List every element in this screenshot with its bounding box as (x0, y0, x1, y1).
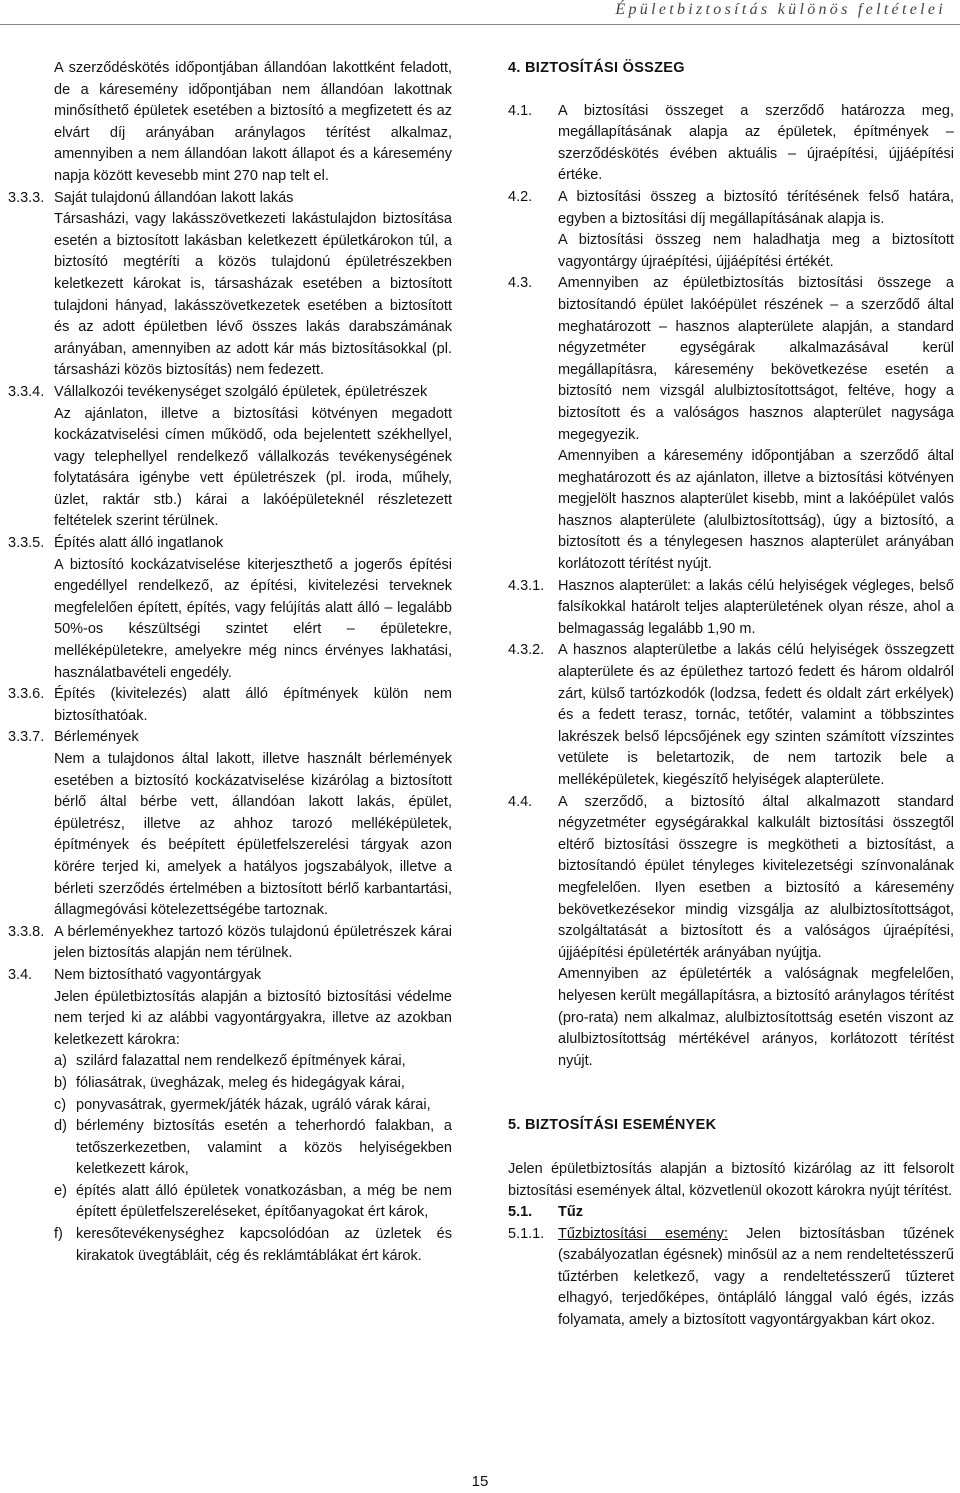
header-title: Épületbiztosítás különös feltételei (615, 1, 946, 18)
page-number: 15 (471, 1473, 489, 1490)
section-title: Nem biztosítható vagyontárgyak (54, 966, 262, 983)
section-4-3-2 (508, 640, 954, 791)
header-rule (0, 24, 960, 25)
section-number: 5.1.1. (508, 1225, 545, 1242)
heading-section-5: 5. BIZTOSÍTÁSI ESEMÉNYEK (508, 1117, 717, 1134)
section-number: 4.3.1. (508, 577, 545, 594)
list-text: bérlemény biztosítás esetén a teherhordó falakban, a tetőszerkezetben, valamint a közös helyiségekben keletkezett károk, (76, 1118, 452, 1178)
section-text: A szerződő, a biztosító által alkalmazott standard négyzetméter egységárakkal kalkulált biztosítási összegtől eltérő biztosítási összegre is megkötheti a biztosítást, a biztosítandó épület tényleges kivitelezetségi színvonalának megfelelően. Ilyen esetben a biztosító a káresemény bekövetkezésekor mindig vizsgálja az alulbiztosítottságot, szolgáltatását a biztosított és a valóságos újraépítési, újjáépítési épületérték arányában nyújtja. (558, 793, 954, 961)
list-marker: d) (54, 1118, 67, 1135)
section-3-3-4 (8, 382, 452, 404)
list-item (8, 1073, 452, 1095)
section-number: 4.3. (508, 275, 533, 292)
list-item (8, 1051, 452, 1073)
section-number: 4.4. (508, 793, 533, 810)
section-4-4 (508, 792, 954, 965)
section-5-1 (508, 1202, 954, 1224)
section-3-3-3 (8, 188, 452, 210)
section-title: Vállalkozói tevékenységet szolgáló épületek, épületrészek (54, 383, 428, 400)
section-4-3 (508, 273, 954, 446)
list-marker: f) (54, 1226, 63, 1243)
section-text-cont: Amennyiben az épületérték a valóságnak megfelelően, helyesen került megállapításra, a biztosító aránylagos térítést (pro-rata) nem alkalmaz, alulbiztosítottság esetén viszont az alulbiztosítottság mértékével arányos, korlátozott térítést nyújt. (558, 966, 954, 1069)
section-number: 4.3.2. (508, 642, 545, 659)
list-marker: e) (54, 1182, 67, 1199)
section-body: Jelen épületbiztosítás alapján a biztosító biztosítási védelme nem terjed ki az alábbi vagyontárgyakra, illetve az azokban keletkezett károkra: (54, 988, 452, 1048)
section-number: 5.1. (508, 1204, 533, 1221)
section-text-cont: A biztosítási összeg nem haladhatja meg a biztosított vagyontárgy újraépítési, újjáépítési értékét. (558, 232, 954, 270)
section-text: A biztosítási összeget a szerződő határozza meg, megállapításának alapja az épületek, építmények – szerződéskötés évében aktuális – újraépítési, újjáépítési értéke. (558, 102, 954, 184)
section-text: Amennyiben az épületbiztosítás biztosítási összege a biztosítandó épület lakóépület részének – a szerződő által meghatározott – hasznos alapterülete alapján, a standard négyzetméter egységárak alkalmazásával kerül megállapításra, káresemény bekövetkezése esetén a biztosító nem vizsgál alulbiztosítottságot, feltéve, hogy a biztosított és a valóságos hasznos alapterület nagysága megegyezik. (558, 275, 954, 443)
section-4-1 (508, 101, 954, 187)
section-title: Tűz (558, 1204, 583, 1221)
list-text: keresőtevékenységhez kapcsolódóan az üzletek és kirakatok üvegtábláit, cég és reklámtáblákat ért károk. (76, 1226, 452, 1264)
section-text: A biztosítási összeg a biztosító térítésének felső határa, egyben a biztosítási díj megállapításának alapja is. (558, 188, 954, 227)
section-body: A biztosító kockázatviselése kiterjeszthető a jogerős építési engedéllyel rendelkező, az építési, kivitelezési terveknek megfelelően épített, építés, vagy felújítás alatt álló – legalább 50%-os készültségi szintet elért – épületekre, melléképületekre, amelyekre még nincs érvényes lakhatási, használatbavételi engedély. (54, 556, 452, 681)
definition-text: Jelen biztosításban tűzének (szabályozatlan égésnek) minősül az a nem rendeltetésszerű tűztérben keletkező, vagy a rendeltetésszerű tűzteret elhagyó, terjedőképes, öntápláló lánggal való égés, izzás folyamata, amely a biztosított vagyontárgyakban kárt okoz. (558, 1225, 954, 1329)
section-number: 3.3.8. (8, 923, 45, 940)
section-number: 3.3.7. (8, 729, 45, 746)
list-text: ponyvasátrak, gyermek/játék házak, ugráló várak kárai, (76, 1096, 431, 1113)
heading-section-4: 4. BIZTOSÍTÁSI ÖSSZEG (508, 60, 685, 76)
list-marker: b) (54, 1074, 67, 1091)
section-3-3-6 (8, 684, 452, 727)
section-4-2 (508, 187, 954, 230)
section-title: Építés (kivitelezés) alatt álló építmények külön nem biztosíthatóak. (54, 686, 452, 724)
section-4-3-1 (508, 576, 954, 641)
section-text: A hasznos alapterületbe a lakás célú helyiségek összegzett alapterülete és az épülethez tartozó fedett és három oldalról zárt, külső tartózkodók (lodzsa, fedett és oldalt zárt erkélyek) és a fedett terasz, tornác, tetőtér, valamint a többszintes lakrészek belső lépcsőjének egy szinten számított vízszintes vetülete is beletartozik, de nem tartozik bele a melléképületek, kiegészítő helyiségek alapterülete. (558, 642, 954, 788)
section-3-3-8 (8, 922, 452, 965)
intro-paragraph: A szerződéskötés időpontjában állandóan lakottként feladott, de a káresemény időpontjában nem állandóan lakottnak minősíthető épületek esetében a biztosító a megfizetett és az elvárt díj arányában aránylagos térítést alkalmaz, amennyiben a nem állandóan lakott állapot és a káresemény napja között kevesebb mint 270 nap telt el. (54, 60, 452, 184)
section-title: Saját tulajdonú állandóan lakott lakás (54, 189, 294, 206)
section-text (558, 1224, 954, 1332)
list-item (8, 1095, 452, 1117)
section-number: 4.2. (508, 188, 533, 205)
section-number: 3.3.5. (8, 535, 45, 552)
section-text-cont: Amennyiben a káresemény időpontjában a szerződő által meghatározott és az ajánlaton, illetve a biztosítási kötvényen megjelölt hasznos alapterület kisebb, mint a lakóépület valós hasznos alapterülete (alulbiztosítottság), úgy a biztosító, a biztosított és a ténylegesen hasznos alapterület arányában korlátozott térítést nyújt. (558, 448, 954, 573)
list-item (8, 1116, 452, 1181)
section-title: Bérlemények (54, 729, 139, 746)
section-title: Építés alatt álló ingatlanok (54, 535, 224, 552)
list-item (8, 1181, 452, 1224)
section-number: 4.1. (508, 102, 533, 119)
section-5-1-1 (508, 1224, 954, 1332)
section-3-4 (8, 965, 452, 987)
left-column (8, 58, 452, 1267)
section-body: Az ajánlaton, illetve a biztosítási kötvényen megadott kockázatviselési címen működő, oda bejelentett székhellyel, vagy telephellyel rendelkező vállalkozás tevékenységének folytatására igénybe vett épületrészek (pl. iroda, műhely, üzlet, raktár stb.) kárai a lakóépületeknél részletezett feltételek szerint térülnek. (54, 405, 452, 530)
list-text: szilárd falazattal nem rendelkező építmények kárai, (76, 1053, 406, 1070)
section-number: 3.3.3. (8, 189, 45, 206)
section-number: 3.3.4. (8, 383, 45, 400)
section-title: A bérleményekhez tartozó közös tulajdonú épületrészek kárai jelen biztosítás alapján nem térülnek. (54, 923, 452, 962)
list-text: fóliasátrak, üvegházak, meleg és hidegágyak kárai, (76, 1074, 405, 1091)
section-text: Hasznos alapterület: a lakás célú helyiségek végleges, belső falsíkokkal határolt teljes alapterületének olyan része, ahol a belmagasság legalább 1,90 m. (558, 577, 954, 637)
section-3-3-7 (8, 727, 452, 749)
section-number: 3.4. (8, 966, 33, 983)
list-marker: c) (54, 1096, 67, 1113)
list-item (8, 1224, 452, 1267)
right-column (508, 58, 954, 1332)
section-body: Nem a tulajdonos által lakott, illetve használt bérlemények esetében a biztosító kockázatviselése kizárólag a biztosított bérlő által bérbe vett, állandóan lakott lakás, épület, épületrész, illetve az ahhoz tarozó melléképületek, építmények és beépített épületfelszerelési tárgyak azon körére terjed ki, amelyek a hatályos jogszabályok, illetve a bérleti szerződés értelmében a biztosított bérlő karbantartási, állagmegóvási kötelezettségébe tartoznak. (54, 751, 452, 919)
list-marker: a) (54, 1053, 67, 1070)
section-body: Társasházi, vagy lakásszövetkezeti lakástulajdon biztosítása esetén a biztosított lakásban keletkezett épületkárokon túl, a biztosító megtéríti a közös tulajdonú épületrészekben keletkezett károkat is, társasházak esetében a biztosított tulajdoni hányad, lakásszövetkezetek esetében a biztosított és az adott épületben lévő összes lakás darabszámának arányában, amennyiben az adott kár más biztosításokkal (pl. társasházi közös biztosítás) nem fedezett. (54, 211, 452, 379)
section-number: 3.3.6. (8, 686, 45, 703)
defined-term: Tűzbiztosítási esemény: (558, 1225, 728, 1242)
list-text: építés alatt álló épületek vonatkozásban, a még be nem épített épületfelszereléseket, építőanyagokat ért károk, (76, 1182, 452, 1221)
page-header (0, 0, 960, 24)
section-3-3-5 (8, 533, 452, 555)
section-5-intro: Jelen épületbiztosítás alapján a biztosító kizárólag az itt felsorolt biztosítási események által, közvetlenül okozott károkra nyújt térítést. (508, 1160, 954, 1199)
